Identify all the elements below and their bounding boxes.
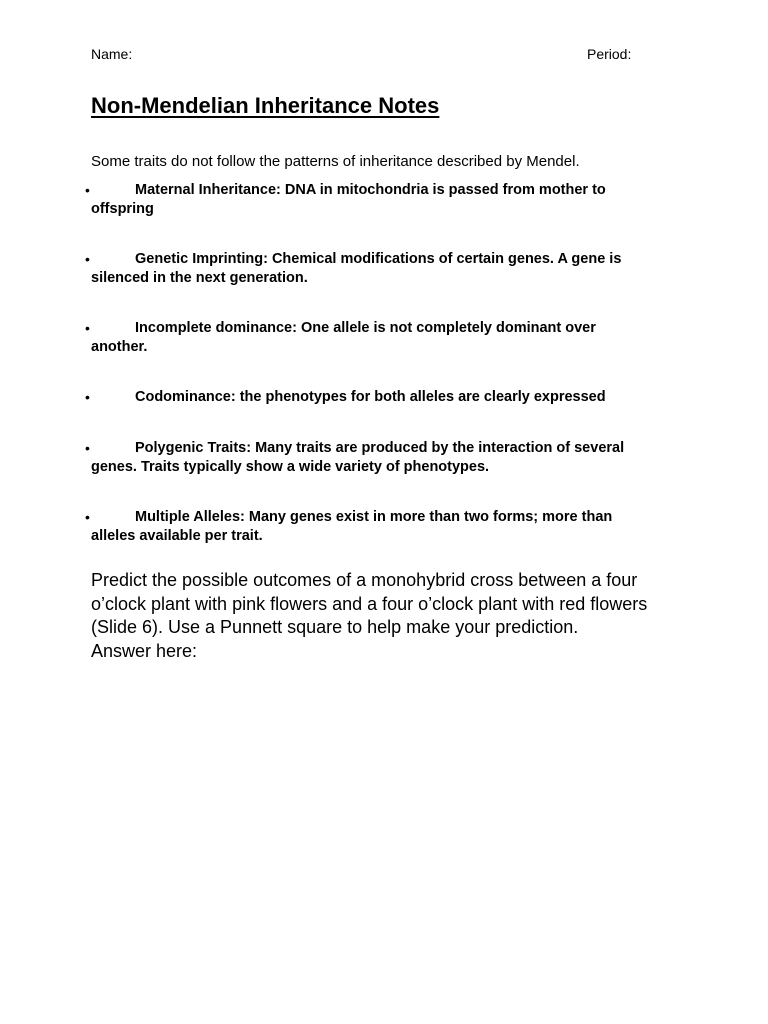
list-item-text: Incomplete dominance: One allele is not completely dominant over another. (91, 320, 596, 355)
list-item-text: Codominance: the phenotypes for both alleles are clearly expressed (135, 389, 606, 405)
bullet-icon: • (85, 389, 90, 405)
list-item (85, 319, 656, 356)
page-title: Non-Mendelian Inheritance Notes (91, 93, 440, 118)
intro-text: Some traits do not follow the patterns of inheritance described by Mendel. (91, 153, 580, 170)
answer-label: Answer here: (91, 641, 198, 661)
list-item (85, 439, 656, 476)
list-item (85, 388, 656, 407)
list-item-text: Genetic Imprinting: Chemical modifications of certain genes. A gene is silenced in the next generation. (91, 251, 622, 286)
list-item (85, 508, 656, 545)
bullet-icon: • (85, 320, 90, 336)
list-item-text: Maternal Inheritance: DNA in mitochondria is passed from mother to offspring (91, 182, 606, 217)
period-label: Period: (587, 46, 632, 62)
bullet-icon: • (85, 440, 90, 456)
list-item (85, 250, 656, 287)
bullet-icon: • (85, 182, 90, 198)
list-item-text: Multiple Alleles: Many genes exist in more than two forms; more than alleles available per trait. (91, 509, 613, 544)
bullet-icon: • (85, 251, 90, 267)
name-label: Name: (91, 46, 133, 62)
question-text: Predict the possible outcomes of a monohybrid cross between a four o’clock plant with pink flowers and a four o’clock plant with red flowers (Slide 6). Use a Punnett square to help make your prediction. (91, 570, 648, 637)
list-item (85, 181, 656, 218)
list-item-text: Polygenic Traits: Many traits are produced by the interaction of several genes. Traits typically show a wide variety of phenotypes. (91, 440, 625, 475)
bullet-icon: • (85, 509, 90, 525)
